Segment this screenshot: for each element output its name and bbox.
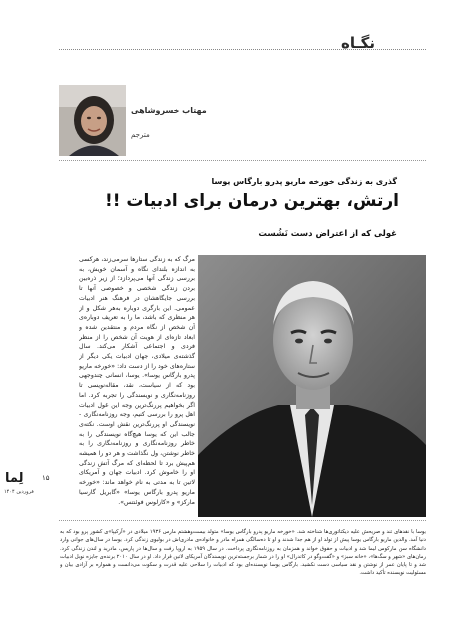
- main-photo: [198, 255, 426, 517]
- page-number: ۱۵: [42, 474, 50, 482]
- portrait-icon: [198, 255, 426, 517]
- header-divider: [59, 49, 426, 51]
- portrait-icon: [59, 85, 126, 156]
- issue-date: فروردین ۱۴۰۴: [4, 489, 34, 495]
- author-name: مهتاب خسروشاهی: [131, 106, 207, 115]
- magazine-logo: لِما: [5, 471, 24, 486]
- section-title: نگـاه: [341, 34, 375, 52]
- article-kicker: گذری به زندگی خورخه ماریو پدرو بارگاس یوسا: [211, 177, 397, 186]
- author-divider: [59, 160, 426, 162]
- article-title: ارتش، بهترین درمان برای ادبیات !!: [104, 191, 399, 211]
- author-photo: [59, 85, 126, 156]
- article-body: مرگ که به زندگی ستارها سرمی‌زند، هرکسی به اندازه بلندای نگاه و آسمان خویش، به بررسی زندگی آنها می‌پردازد؛ از زیر ذره‌بین بردن زندگی شخصی و خصوصی آنها تا بررسی جایگاهشان در فرهنگ هنر ادبیات عمومی. این بارگری دوباره به‌هر شکل و از هر منظری که باشد، ما را به تعریف دوباره‌ی آن شخص از نگاه مردم و منتقدین شده و ابعاد تازه‌ای از هویت آن شخص را از منظر فردی و اجتماعی آشکار می‌کند. سال گذشته‌ی میلادی، جهان ادبیات یکی دیگر از ستاره‌های خود را از دست داد: «خورخه ماریو پدرو بارگاس یوسا». یوسا، انسانی چندوجهی بود که از سیاست، نقد، مقاله‌نویسی تا روزنامه‌نگاری و نویسندگی را تجربه کرد. اما اگر بخواهیم پررنگ‌ترین وجه این غول ادبیات اهل پرو را بررسی کنیم، وجه روزنامه‌نگاری - نویسندگی او پررنگ‌ترین نقش اوست. نکته‌ی جالب این که یوسا هیچ‌گاه نویسندگی را به خاطر روزنامه‌نگاری و روزنامه‌نگاری را به خاطر نوشتن، ول نگذاشت و هر دو را همیشه هم‌پیش برد تا لحظه‌ای که مرگ آتش زندگی او را خاموش کرد. ادبیات جهان و آمریکای لاتین تا به مدتی به نام خواهد ماند: «خورخه ماریو پدرو بارگاس یوسا» «گابریل گارسیا مارکز» و «کارلوس فوئنتس».: [79, 256, 195, 506]
- author-role: مترجم: [131, 131, 150, 139]
- footnote-divider: [59, 520, 426, 522]
- footnote-text: یوسا با نقدهای تند و صریحش علیه دیکتاتوری‌ها شناخته شد. «خورخه ماریو پدرو بارگاس یوسا» متولد بیست‌وهشتم مارس ۱۹۳۶ میلادی در «آرکیپا»ی کشور پرو بود که به دنیا آمد. والدین ماریو بارگاس یوسا پیش از تولد او از هم جدا شدند و او تا ده‌سالگی همراه مادر و خانواده‌ی مادری‌اش در بولیوی زندگی کرد. یوسا در سال‌های جوانی وارد دانشگاه سن مارکوس لیما شد و ادبیات و حقوق خواند و همزمان به روزنامه‌نگاری پرداخت. در سال ۱۹۵۹ به اروپا رفت و سال‌ها در پاریس، مادرید و لندن زندگی کرد. رمان‌های «شهر و سگ‌ها»، «خانه سبز» و «گفت‌وگو در کاتدرال» او را در شمار برجسته‌ترین نویسندگان آمریکای لاتین قرار داد. او در سال ۲۰۱۰ برنده‌ی جایزه نوبل ادبیات شد و تا پایان عمر از نوشتن و نقد سیاسی دست نکشید. بارگاس یوسا نویسنده‌ای بود که ادبیات را سلاحی علیه قدرت و سکوت می‌دانست و همواره بر آزادی بیان و مسئولیت نویسنده تأکید داشت.: [60, 529, 426, 577]
- article-subtitle: غولی که از اعتراض دست نَشُست: [258, 229, 397, 239]
